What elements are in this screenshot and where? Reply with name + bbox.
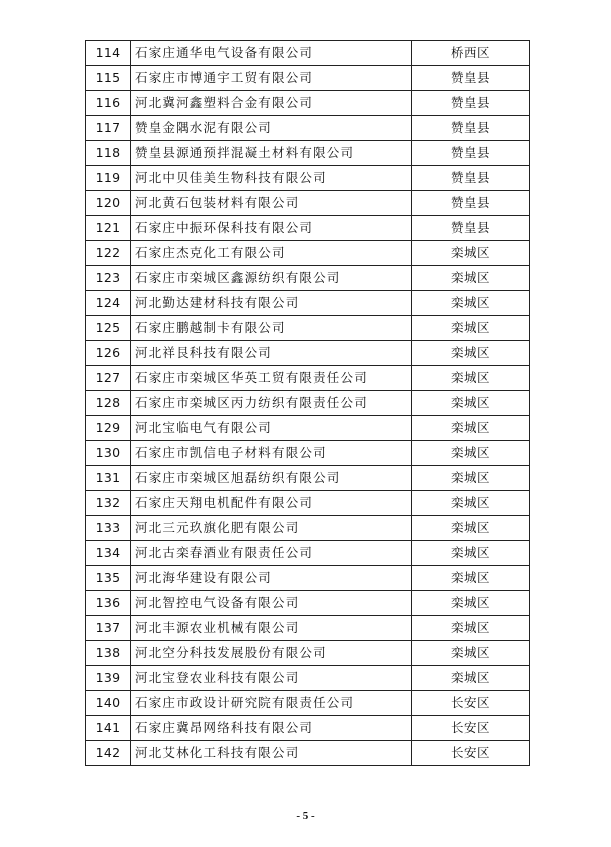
district-name: 赞皇县: [412, 91, 530, 116]
table-row: [86, 466, 530, 491]
district-name: 栾城区: [412, 616, 530, 641]
table-row: [86, 41, 530, 66]
company-name: 河北三元玖旗化肥有限公司: [131, 516, 412, 541]
district-name: 栾城区: [412, 341, 530, 366]
company-name: 石家庄中振环保科技有限公司: [131, 216, 412, 241]
table-row: [86, 141, 530, 166]
company-name: 石家庄市栾城区鑫源纺织有限公司: [131, 266, 412, 291]
row-number: 133: [86, 516, 131, 541]
district-name: 赞皇县: [412, 116, 530, 141]
district-name: 栾城区: [412, 391, 530, 416]
district-name: 长安区: [412, 741, 530, 766]
table-row: [86, 641, 530, 666]
company-name: 石家庄通华电气设备有限公司: [131, 41, 412, 66]
row-number: 119: [86, 166, 131, 191]
row-number: 136: [86, 591, 131, 616]
company-name: 河北空分科技发展股份有限公司: [131, 641, 412, 666]
company-name: 石家庄杰克化工有限公司: [131, 241, 412, 266]
table-row: [86, 416, 530, 441]
district-name: 长安区: [412, 716, 530, 741]
row-number: 135: [86, 566, 131, 591]
row-number: 125: [86, 316, 131, 341]
company-name: 赞皇县源通预拌混凝土材料有限公司: [131, 141, 412, 166]
page-number: - 5 -: [296, 810, 315, 822]
row-number: 122: [86, 241, 131, 266]
row-number: 117: [86, 116, 131, 141]
district-name: 赞皇县: [412, 66, 530, 91]
row-number: 115: [86, 66, 131, 91]
district-name: 栾城区: [412, 441, 530, 466]
district-name: 栾城区: [412, 316, 530, 341]
company-name: 石家庄鹏越制卡有限公司: [131, 316, 412, 341]
company-name: 河北冀河鑫塑料合金有限公司: [131, 91, 412, 116]
row-number: 129: [86, 416, 131, 441]
table-row: [86, 591, 530, 616]
row-number: 132: [86, 491, 131, 516]
row-number: 128: [86, 391, 131, 416]
row-number: 142: [86, 741, 131, 766]
company-name: 河北祥艮科技有限公司: [131, 341, 412, 366]
company-name: 河北黄石包装材料有限公司: [131, 191, 412, 216]
table-row: [86, 566, 530, 591]
table-row: [86, 741, 530, 766]
table-row: [86, 341, 530, 366]
table-row: [86, 391, 530, 416]
row-number: 139: [86, 666, 131, 691]
table-row: [86, 266, 530, 291]
district-name: 桥西区: [412, 41, 530, 66]
row-number: 130: [86, 441, 131, 466]
company-name: 石家庄市栾城区华英工贸有限责任公司: [131, 366, 412, 391]
company-name: 河北宝登农业科技有限公司: [131, 666, 412, 691]
district-name: 栾城区: [412, 666, 530, 691]
company-name: 河北智控电气设备有限公司: [131, 591, 412, 616]
district-name: 栾城区: [412, 566, 530, 591]
row-number: 118: [86, 141, 131, 166]
row-number: 134: [86, 541, 131, 566]
table-row: [86, 691, 530, 716]
district-name: 栾城区: [412, 366, 530, 391]
table-row: [86, 441, 530, 466]
table-row: [86, 66, 530, 91]
district-name: 长安区: [412, 691, 530, 716]
company-table-body: [86, 41, 530, 766]
district-name: 栾城区: [412, 641, 530, 666]
row-number: 116: [86, 91, 131, 116]
district-name: 栾城区: [412, 491, 530, 516]
district-name: 栾城区: [412, 541, 530, 566]
row-number: 124: [86, 291, 131, 316]
row-number: 138: [86, 641, 131, 666]
district-name: 栾城区: [412, 591, 530, 616]
table-row: [86, 191, 530, 216]
company-name: 河北海华建设有限公司: [131, 566, 412, 591]
district-name: 栾城区: [412, 466, 530, 491]
table-row: [86, 116, 530, 141]
table-row: [86, 366, 530, 391]
company-name: 石家庄市政设计研究院有限责任公司: [131, 691, 412, 716]
table-row: [86, 241, 530, 266]
row-number: 121: [86, 216, 131, 241]
company-name: 河北丰源农业机械有限公司: [131, 616, 412, 641]
company-name: 河北宝临电气有限公司: [131, 416, 412, 441]
row-number: 120: [86, 191, 131, 216]
district-name: 赞皇县: [412, 216, 530, 241]
row-number: 141: [86, 716, 131, 741]
company-name: 石家庄冀昂网络科技有限公司: [131, 716, 412, 741]
district-name: 赞皇县: [412, 191, 530, 216]
company-name: 河北勤达建材科技有限公司: [131, 291, 412, 316]
table-row: [86, 91, 530, 116]
row-number: 131: [86, 466, 131, 491]
table-row: [86, 716, 530, 741]
table-row: [86, 491, 530, 516]
company-name: 赞皇金隅水泥有限公司: [131, 116, 412, 141]
row-number: 140: [86, 691, 131, 716]
table-row: [86, 216, 530, 241]
district-name: 栾城区: [412, 416, 530, 441]
table-row: [86, 666, 530, 691]
row-number: 114: [86, 41, 131, 66]
company-name: 石家庄市栾城区旭磊纺织有限公司: [131, 466, 412, 491]
company-name: 石家庄天翔电机配件有限公司: [131, 491, 412, 516]
company-name: 石家庄市凯信电子材料有限公司: [131, 441, 412, 466]
row-number: 126: [86, 341, 131, 366]
district-name: 赞皇县: [412, 141, 530, 166]
company-name: 石家庄市博通宇工贸有限公司: [131, 66, 412, 91]
district-name: 栾城区: [412, 516, 530, 541]
table-row: [86, 291, 530, 316]
table-row: [86, 541, 530, 566]
district-name: 栾城区: [412, 266, 530, 291]
district-name: 赞皇县: [412, 166, 530, 191]
table-row: [86, 516, 530, 541]
company-name: 河北中贝佳美生物科技有限公司: [131, 166, 412, 191]
table-row: [86, 616, 530, 641]
row-number: 137: [86, 616, 131, 641]
company-table: [85, 40, 530, 766]
district-name: 栾城区: [412, 241, 530, 266]
company-name: 河北古栾春酒业有限责任公司: [131, 541, 412, 566]
table-row: [86, 316, 530, 341]
company-name: 河北艾林化工科技有限公司: [131, 741, 412, 766]
company-name: 石家庄市栾城区丙力纺织有限责任公司: [131, 391, 412, 416]
row-number: 127: [86, 366, 131, 391]
row-number: 123: [86, 266, 131, 291]
district-name: 栾城区: [412, 291, 530, 316]
table-row: [86, 166, 530, 191]
